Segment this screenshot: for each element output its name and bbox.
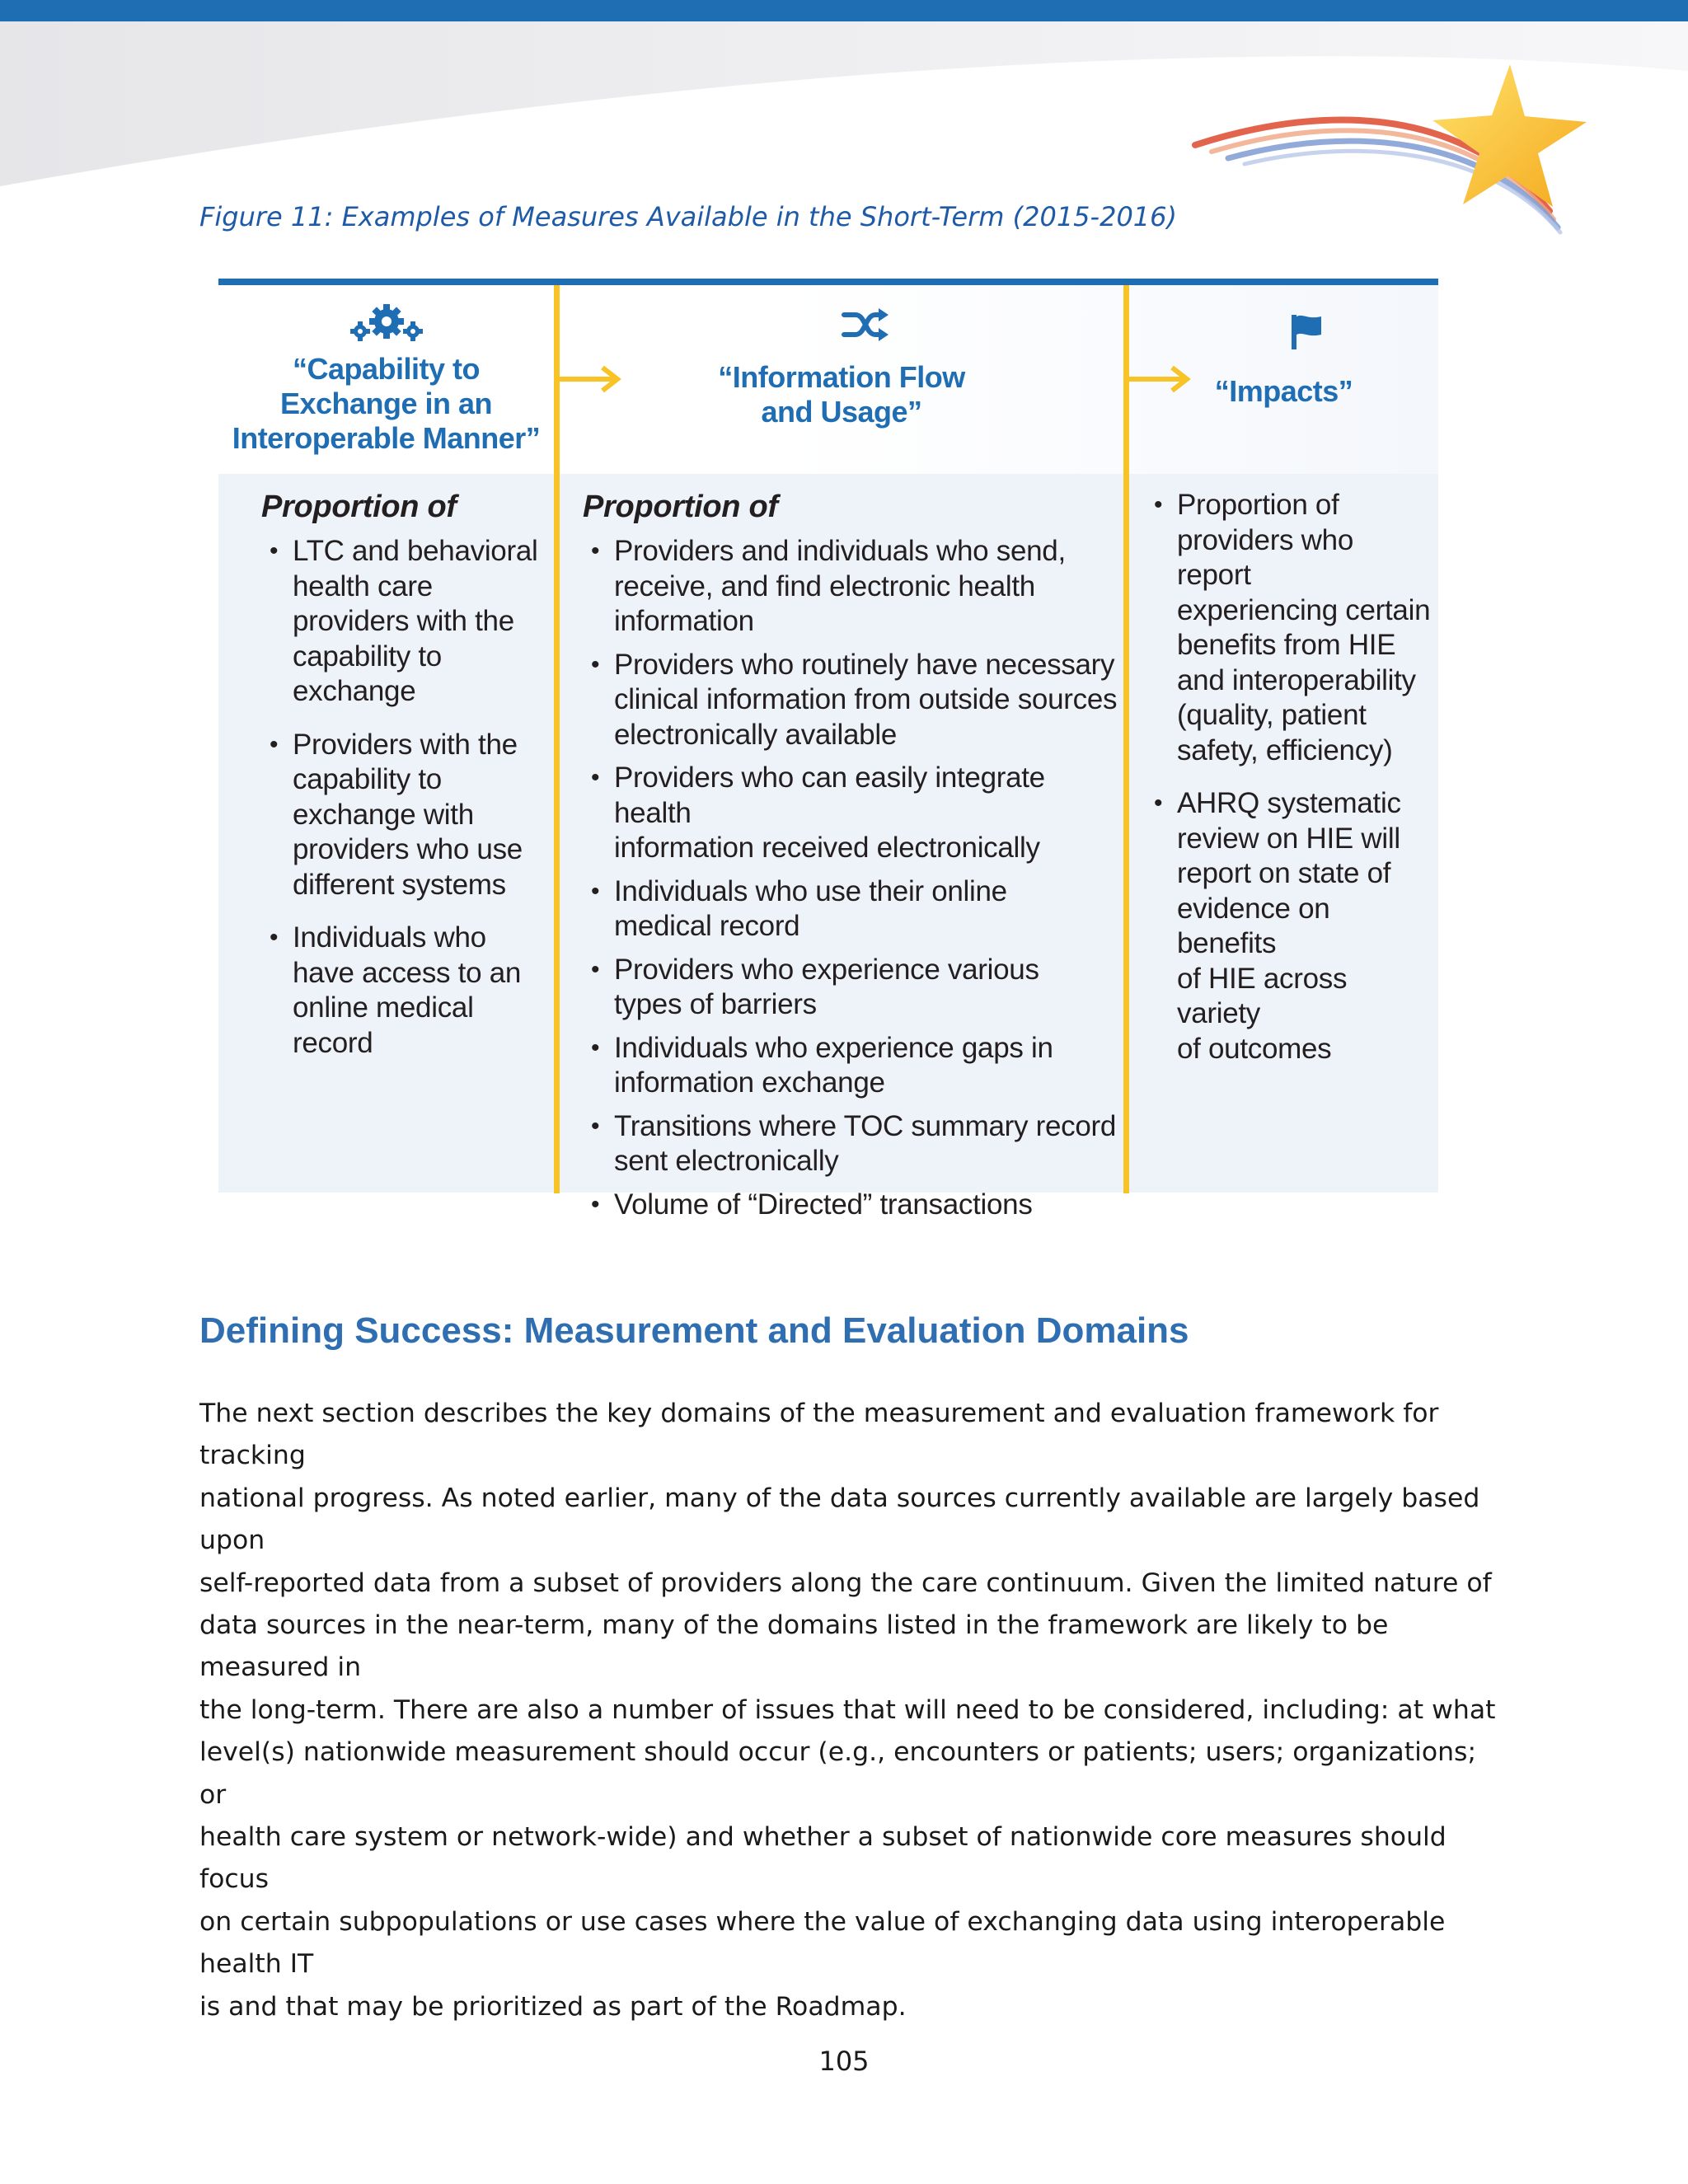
list-item-line: • Transitions where TOC summary record <box>614 1109 1117 1142</box>
list-item-line: and interoperability <box>1177 663 1416 696</box>
list-item-line: record <box>293 1026 373 1059</box>
measures-figure <box>218 279 1438 1221</box>
list-item-line: report on state of <box>1177 857 1391 889</box>
list-item <box>583 1188 1118 1223</box>
list-item <box>583 648 1118 753</box>
list-item-line: experiencing certain <box>1177 593 1431 626</box>
column-header-line: and Usage” <box>761 395 922 429</box>
list-item-line: of outcomes <box>1177 1032 1332 1065</box>
list-item <box>583 534 1118 640</box>
list-item-line: health care <box>293 569 433 602</box>
section-heading: Defining Success: Measurement and Evaluation Domains <box>199 1310 1189 1351</box>
list-item-line: capability to <box>293 763 442 795</box>
column-header-line: Interoperable Manner” <box>232 421 541 455</box>
page-number: 105 <box>818 2046 870 2077</box>
list-item <box>583 953 1118 1023</box>
proportion-of-label: Proportion of <box>583 490 778 524</box>
list-item <box>261 921 550 1061</box>
list-item-line: evidence on benefits <box>1177 892 1330 959</box>
list-item-line: • Individuals who <box>293 921 486 954</box>
list-item-line: • Providers with the <box>293 728 518 761</box>
list-item-line: • Providers who experience various <box>614 953 1039 986</box>
divider-line-2 <box>1123 285 1129 1193</box>
column-body-information-flow <box>583 488 1118 1222</box>
list-item-line: receive, and find electronic health information <box>614 569 1035 637</box>
paragraph-line: The next section describes the key domains of the measurement and evaluation framework for tracking <box>199 1399 1439 1471</box>
list-item <box>583 1031 1118 1101</box>
column-body-impacts <box>1146 488 1434 1066</box>
list-item-line: different systems <box>293 868 506 901</box>
list-item-line: safety, efficiency) <box>1177 733 1393 766</box>
list-item-line: clinical information from outside sources <box>614 683 1118 715</box>
figure-caption: Figure 11: Examples of Measures Available in the Short-Term (2015-2016) <box>199 201 1177 232</box>
list-item-line: • LTC and behavioral <box>293 535 538 567</box>
proportion-of-label: Proportion of <box>261 490 457 524</box>
list-item-line: have access to an <box>293 956 522 989</box>
column-header-line: Exchange in an <box>279 387 493 420</box>
list-item <box>261 728 550 903</box>
column-header-line: “Capability to <box>292 352 481 386</box>
paragraph-line: health care system or network-wide) and whether a subset of nationwide core measures should focus <box>199 1822 1447 1895</box>
column-header-information-flow <box>560 360 1123 429</box>
list-item-line: information received electronically <box>614 832 1040 864</box>
list-item-line: providers who report <box>1177 523 1353 591</box>
list-item-line: medical record <box>614 910 800 942</box>
column-header-line: “Information Flow <box>718 360 965 394</box>
column-header-line: “Impacts” <box>1214 374 1353 408</box>
paragraph-line: the long-term. There are also a number of issues that will need to be considered, including: at what <box>199 1694 1496 1725</box>
list-item-line: • Individuals who experience gaps in <box>614 1031 1053 1064</box>
body-paragraph <box>199 1393 1502 2028</box>
list-item <box>583 874 1118 944</box>
paragraph-line: level(s) nationwide measurement should occur (e.g., encounters or patients; users; organizations; or <box>199 1737 1477 1810</box>
list-item-line: • Providers who can easily integrate health <box>614 762 1045 829</box>
column-body-capability <box>261 488 550 1061</box>
list-item <box>1146 786 1434 1066</box>
list-item-line: • Providers and individuals who send, <box>614 535 1066 567</box>
list-item <box>583 1109 1118 1179</box>
flag-icon <box>1288 312 1325 351</box>
list-item-line: of HIE across variety <box>1177 962 1348 1029</box>
list-item-line: • Providers who routinely have necessary <box>614 648 1115 681</box>
list-item-line: review on HIE will <box>1177 822 1400 855</box>
paragraph-line: self-reported data from a subset of providers along the care continuum. Given the limited nature of <box>199 1568 1492 1598</box>
list-item <box>583 761 1118 866</box>
paragraph-line: is and that may be prioritized as part of the Roadmap. <box>199 1991 907 2022</box>
list-item-line: electronically available <box>614 718 897 751</box>
list-item-line: • Individuals who use their online <box>614 874 1007 907</box>
list-item-line: providers who use <box>293 833 523 865</box>
shuffle-icon <box>841 307 890 343</box>
paragraph-line: on certain subpopulations or use cases where the value of exchanging data using interoperable health IT <box>199 1906 1446 1980</box>
list-item-line: • Volume of “Directed” transactions <box>614 1188 1033 1221</box>
list-item-line: (quality, patient <box>1177 699 1367 731</box>
paragraph-line: national progress. As noted earlier, many of the data sources currently available are largely based upon <box>199 1483 1480 1556</box>
list-item-line: capability to <box>293 640 442 673</box>
list-item-line: exchange <box>293 675 416 707</box>
list-item <box>261 534 550 710</box>
divider-line-1 <box>554 285 560 1193</box>
paragraph-line: data sources in the near-term, many of the domains listed in the framework are likely to be measured in <box>199 1610 1389 1683</box>
list-item-line: exchange with <box>293 798 474 831</box>
list-item-line: benefits from HIE <box>1177 629 1396 661</box>
list-item-line: types of barriers <box>614 988 817 1020</box>
list-item-line: online medical <box>293 991 474 1024</box>
list-item-line: • AHRQ systematic <box>1177 787 1401 819</box>
list-item-line: providers with the <box>293 605 514 637</box>
top-accent-bar <box>0 0 1688 21</box>
list-item-line: sent electronically <box>614 1145 839 1177</box>
column-header-capability <box>218 352 554 456</box>
figure-top-rule <box>218 279 1438 285</box>
gears-icon <box>349 298 424 346</box>
list-item-line: • Proportion of <box>1177 489 1339 521</box>
list-item-line: information exchange <box>614 1066 885 1099</box>
list-item <box>1146 488 1434 768</box>
column-header-impacts <box>1129 374 1438 409</box>
